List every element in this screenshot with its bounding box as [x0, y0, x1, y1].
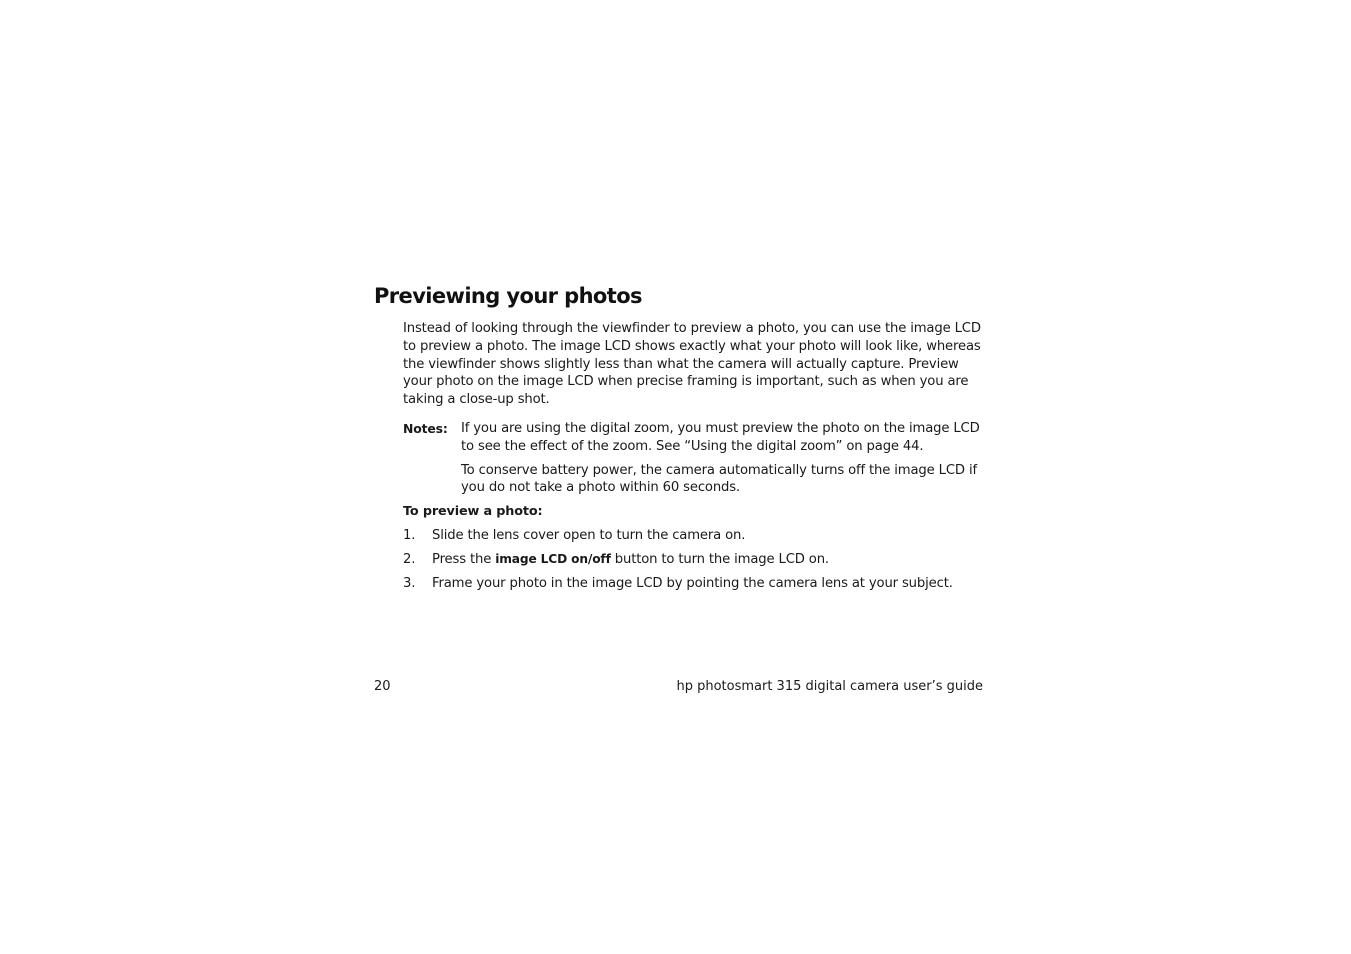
- step-item: [403, 551, 988, 569]
- notes-label: Notes:: [403, 420, 448, 436]
- note-item: If you are using the digital zoom, you must preview the photo on the image LCD to see the effect of the zoom. See “Using the digital zoom” on page 44.: [461, 420, 980, 454]
- step-text: [432, 551, 829, 569]
- step-text-pre: Press the: [432, 551, 496, 567]
- section-body: [403, 320, 988, 598]
- notes-block: [403, 420, 988, 503]
- book-title: hp photosmart 315 digital camera user’s guide: [676, 679, 983, 694]
- step-text: Frame your photo in the image LCD by pointing the camera lens at your subject.: [432, 575, 953, 591]
- procedure-title: To preview a photo:: [403, 504, 543, 520]
- step-number: 1.: [403, 527, 416, 543]
- step-number: 3.: [403, 575, 416, 591]
- page-number: 20: [374, 679, 391, 694]
- section-heading: Previewing your photos: [374, 284, 642, 308]
- notes-content: [461, 420, 988, 503]
- step-number: 2.: [403, 551, 416, 567]
- step-text-post: button to turn the image LCD on.: [610, 551, 829, 567]
- procedure-steps: [403, 527, 988, 592]
- step-item: [403, 527, 988, 545]
- step-item: [403, 575, 988, 593]
- step-text: Slide the lens cover open to turn the camera on.: [432, 527, 746, 543]
- intro-paragraph: Instead of looking through the viewfinder to preview a photo, you can use the image LCD to preview a photo. The image LCD shows exactly what your photo will look like, whereas the viewfinder shows slightly less than what the camera will actually capture. Preview your photo on the image LCD when precise framing is important, such as when you are taking a close-up shot.: [403, 321, 981, 408]
- note-item: To conserve battery power, the camera automatically turns off the image LCD if you do not take a photo within 60 seconds.: [461, 462, 977, 496]
- button-keyword: image LCD on/off: [495, 551, 611, 566]
